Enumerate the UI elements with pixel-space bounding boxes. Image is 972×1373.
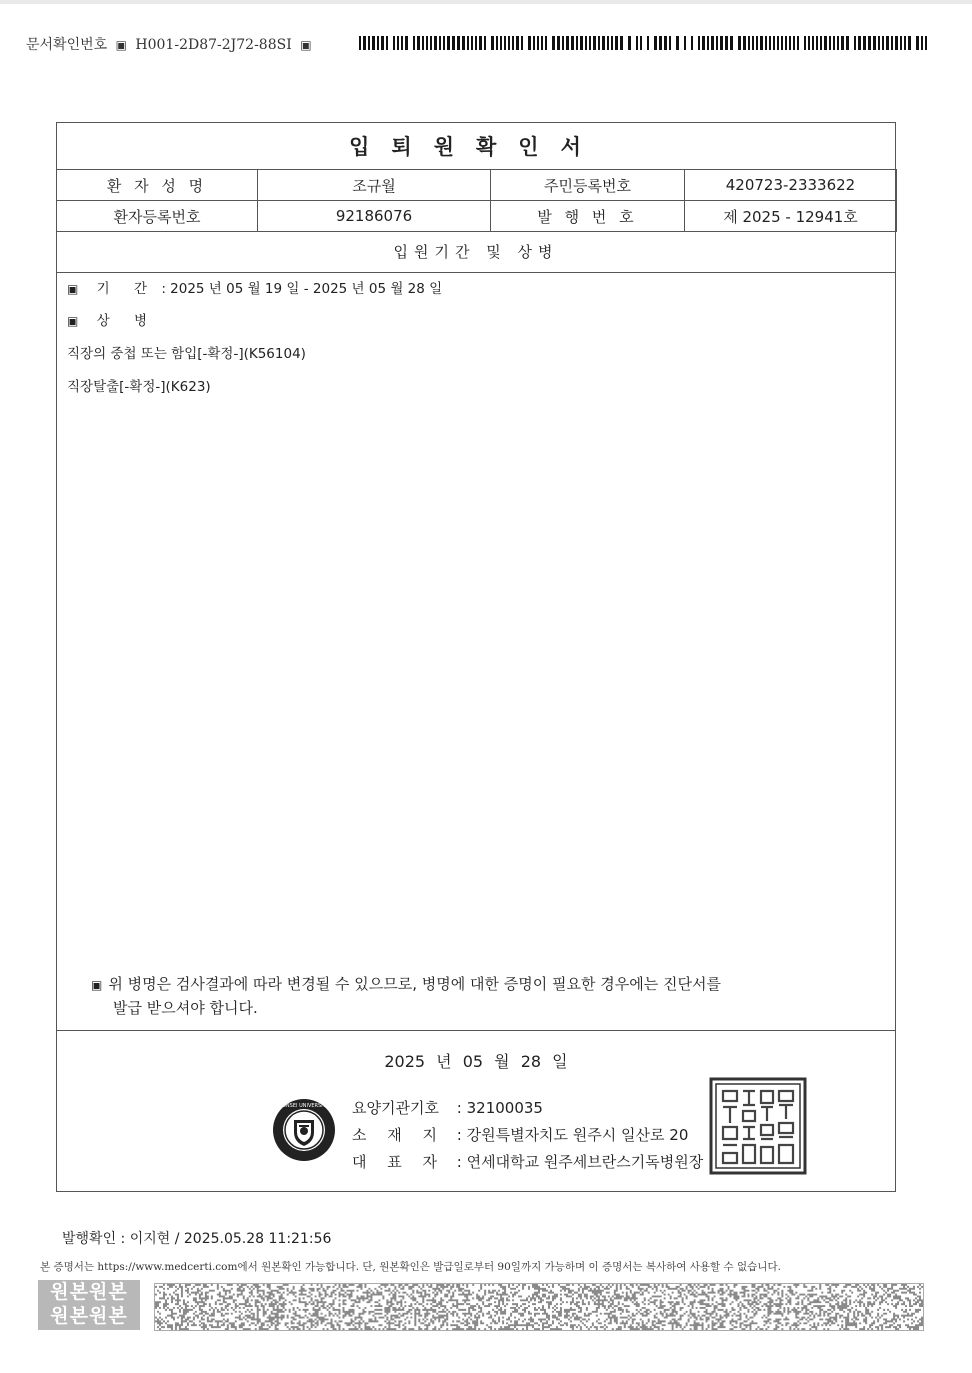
university-emblem-icon (272, 1098, 336, 1162)
doc-check-value: H001-2D87-2J72-88SI (135, 37, 292, 53)
checkbox-square-icon: ▣ (67, 282, 79, 296)
institution-code-value: : 32100035 (456, 1099, 543, 1117)
footnote: 본 증명서는 https://www.medcerti.com에서 원본확인 가능합니다. 단, 원본확인은 발급일로부터 90일까지 가능하며 이 증명서는 복사하여 사용할 수 없습니다. (40, 1261, 781, 1273)
patient-info-table (56, 169, 897, 232)
checkbox-square-icon: ▣ (67, 314, 79, 328)
patient-reg-value: 92186076 (258, 201, 491, 232)
document-check-number (26, 34, 316, 54)
admission-period (67, 277, 442, 297)
address-value: : 강원특별자치도 원주시 일산로 20 (456, 1126, 689, 1144)
checkbox-square-icon: ▣ (300, 38, 312, 52)
table-row (57, 201, 897, 232)
representative-row (352, 1149, 703, 1176)
svg-text:YONSEI UNIVERSITY: YONSEI UNIVERSITY (279, 1103, 329, 1109)
diagnosis-heading (67, 309, 157, 329)
patient-reg-label: 환자등록번호 (57, 201, 258, 232)
institution-code-label: 요양기관기호 (352, 1099, 439, 1117)
certificate-frame (56, 122, 896, 1192)
address-label: 소 재 지 (352, 1126, 446, 1144)
period-value: : 2025 년 05 월 19 일 - 2025 년 05 월 28 일 (161, 281, 443, 297)
patient-name-value: 조규월 (258, 170, 491, 201)
issue-no-label: 발 행 번 호 (491, 201, 685, 232)
address-row (352, 1122, 703, 1149)
barcode-icon (359, 36, 933, 50)
diagnosis-item: 직장탈출[-확정-](K623) (67, 379, 211, 395)
diagnosis-item: 직장의 중첩 또는 함입[-확정-](K56104) (67, 346, 306, 362)
period-label: 기 간 (96, 281, 158, 297)
notice-line1: 위 병명은 검사결과에 따라 변경될 수 있으므로, 병명에 대한 증명이 필요한 경우에는 진단서를 (108, 975, 721, 993)
representative-label: 대 표 자 (352, 1153, 446, 1171)
institution-info (352, 1095, 703, 1176)
checkbox-square-icon: ▣ (91, 978, 103, 992)
institution-code-row (352, 1095, 703, 1122)
divider (57, 1030, 895, 1031)
resident-id-value: 420723-2333622 (685, 170, 897, 201)
document-title: 입퇴원확인서 (349, 135, 603, 159)
original-watermark-stamp: 원본원본 원본원본 (38, 1280, 140, 1330)
checkbox-square-icon: ▣ (115, 38, 127, 52)
security-pattern (154, 1283, 924, 1331)
representative-value: : 연세대학교 원주세브란스기독병원장 (456, 1153, 704, 1171)
table-row (57, 170, 897, 201)
issuer-confirmation: 발행확인 : 이지현 / 2025.05.28 11:21:56 (62, 1231, 332, 1247)
scan-top-edge (0, 0, 972, 4)
official-seal-icon (709, 1077, 807, 1175)
diagnosis-label: 상 병 (96, 313, 158, 329)
resident-id-label: 주민등록번호 (491, 170, 685, 201)
issue-no-value: 제 2025 - 12941호 (685, 201, 897, 232)
diagnosis-notice (91, 973, 851, 1020)
patient-name-label: 환 자 성 명 (57, 170, 258, 201)
doc-check-label: 문서확인번호 (26, 37, 108, 53)
issue-date: 2025 년 05 월 28 일 (384, 1052, 568, 1071)
section-title: 입원기간 및 상병 (57, 231, 895, 273)
notice-line2: 발급 받으셔야 합니다. (113, 999, 258, 1017)
